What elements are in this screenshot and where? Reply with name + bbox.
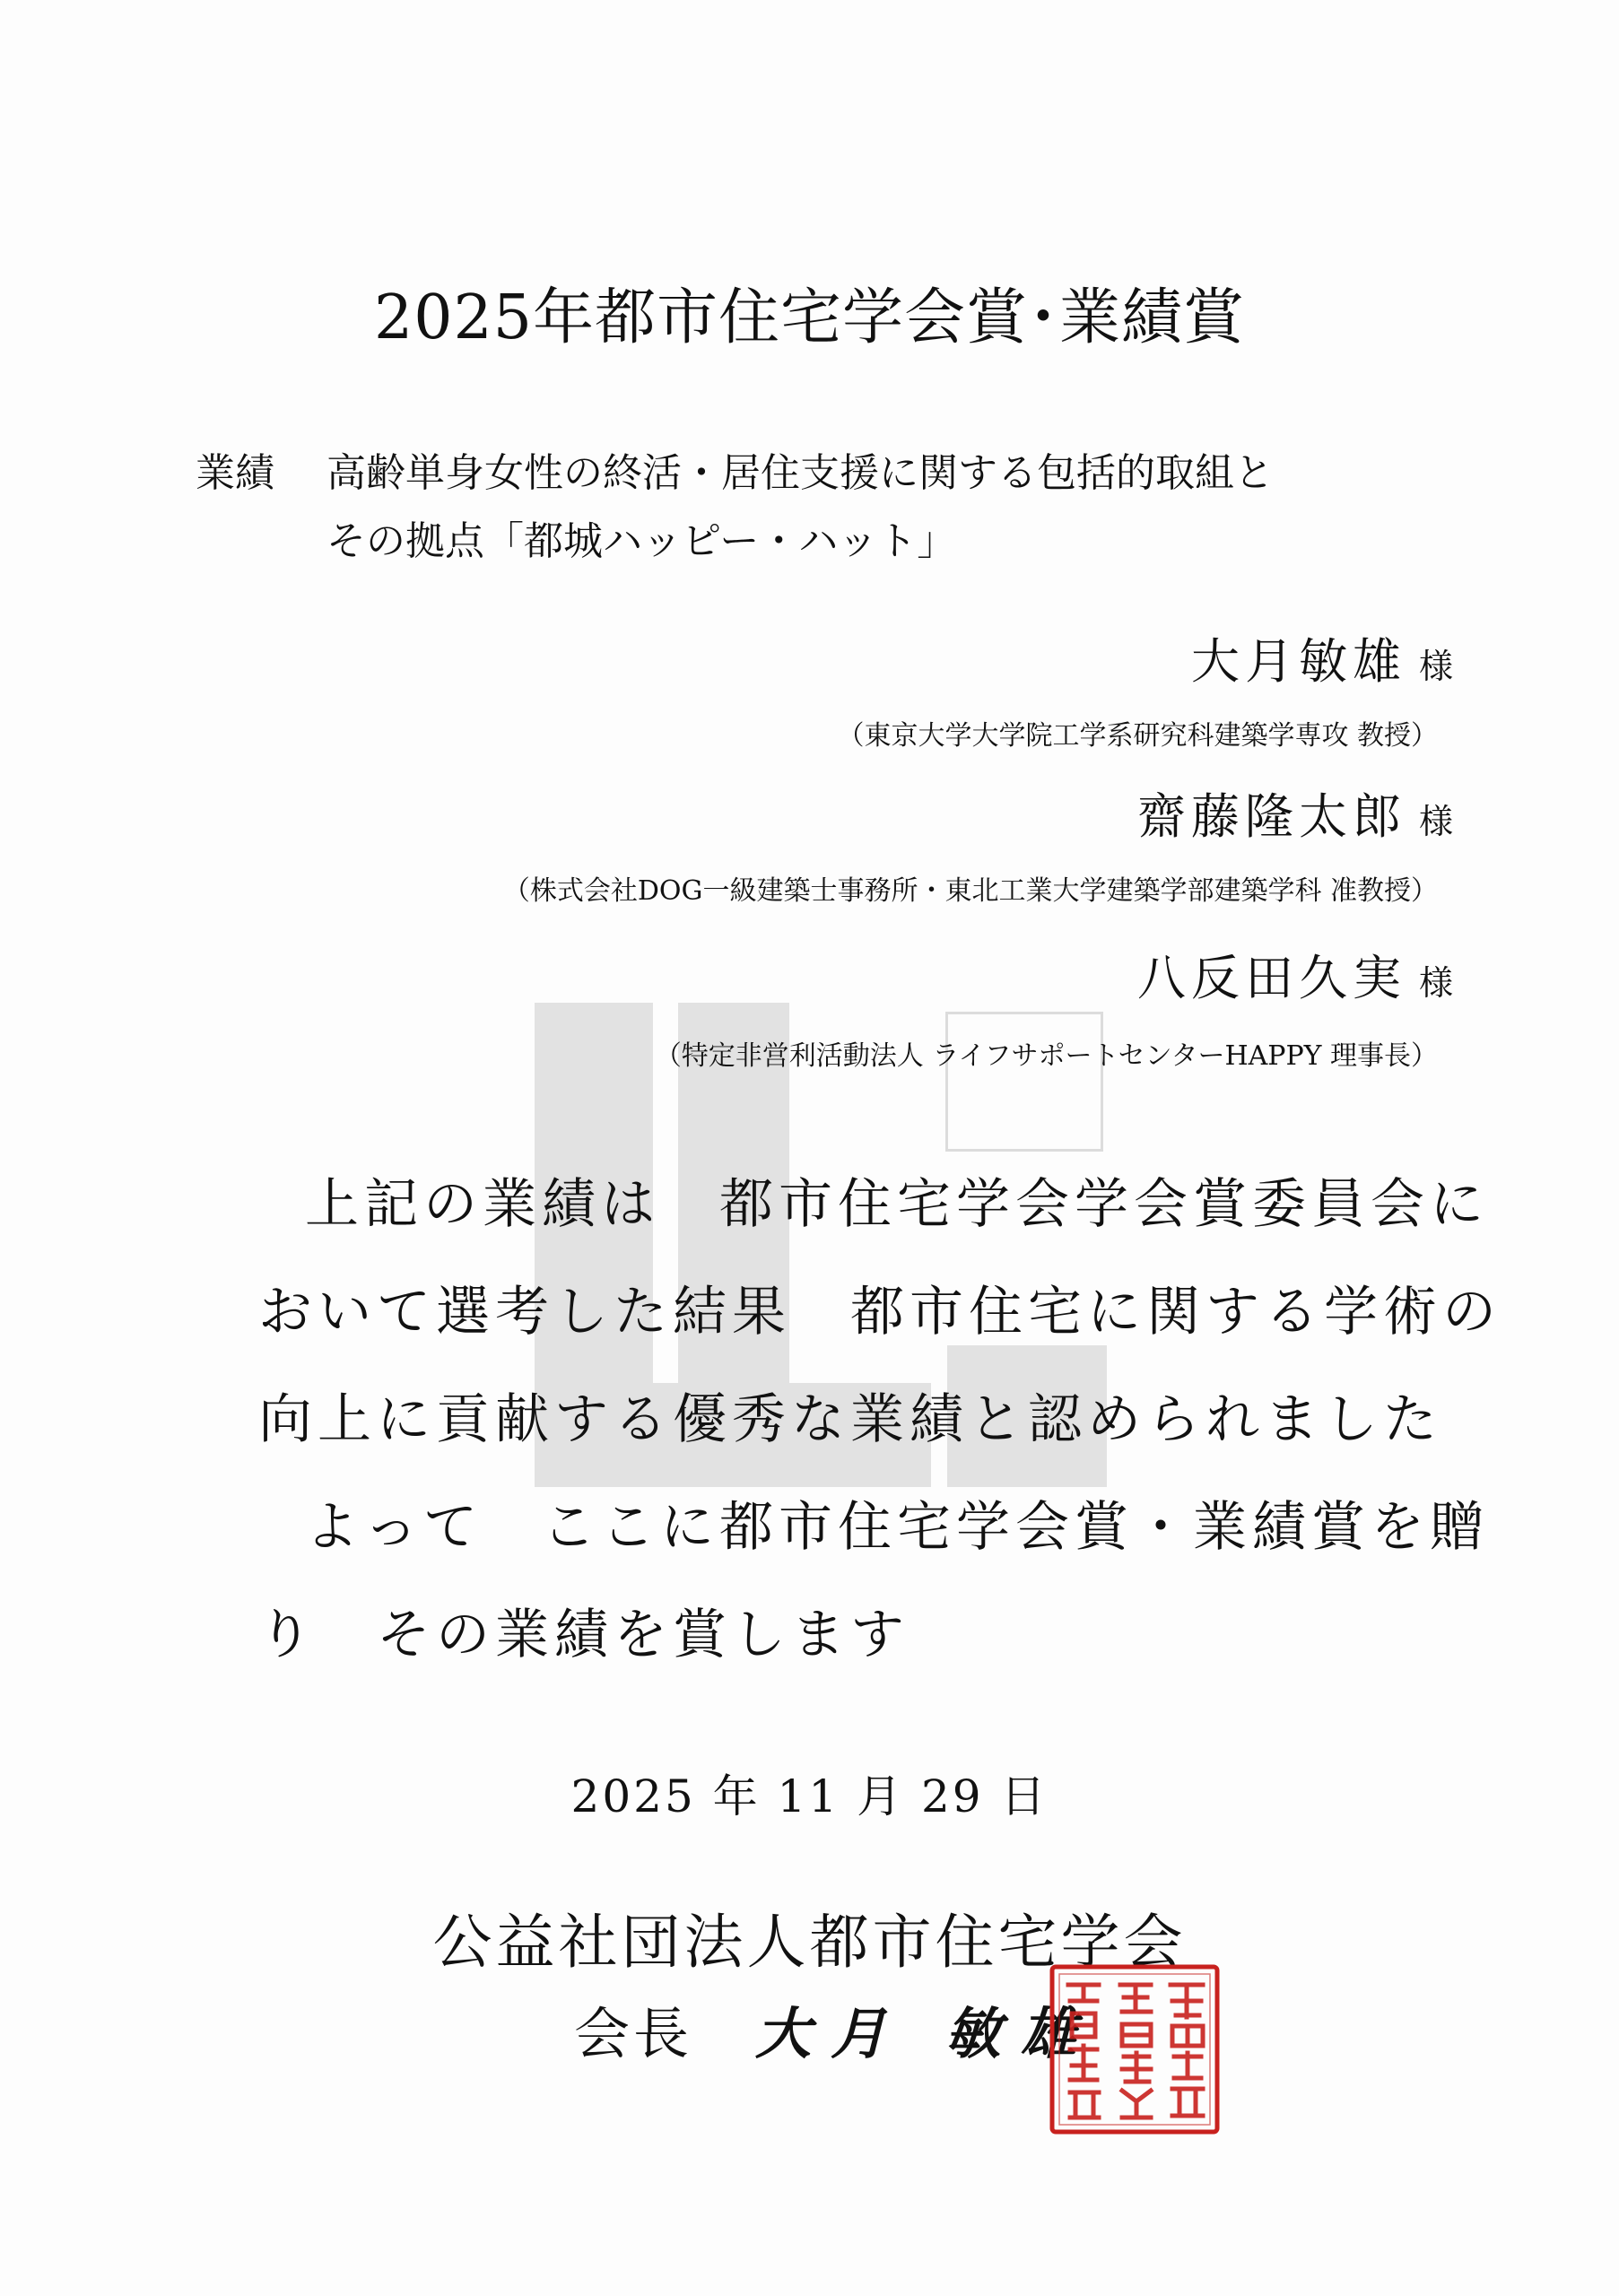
recipient-1 [1191, 623, 1453, 692]
citation-line: 上記の業績は 都市住宅学会学会賞委員会に [305, 1173, 1489, 1236]
citation-line: よって ここに都市住宅学会賞・業績賞を贈 [305, 1496, 1489, 1559]
recipient-affiliation: （株式会社DOG一級建築士事務所・東北工業大学建築学部建築学科 准教授） [502, 875, 1438, 907]
recipient-name: 齋藤隆太郎 [1136, 788, 1406, 845]
recipient-affiliation: （特定非営利活動法人 ライフサポートセンターHAPPY 理事長） [654, 1040, 1438, 1072]
citation-line: おいて選考した結果 都市住宅に関する学術の [258, 1281, 1501, 1344]
official-seal [1045, 1960, 1224, 2139]
recipient-honorific: 様 [1418, 963, 1453, 1003]
organization-name: 公益社団法人都市住宅学会 [432, 1908, 1187, 1977]
citation-line: 向上に貢献する優秀な業績と認められました [258, 1388, 1442, 1451]
achievement-label: 業績 [196, 450, 274, 496]
recipient-name: 大月敏雄 [1190, 633, 1406, 690]
president-name: 大月 敏雄 [755, 2001, 1096, 2066]
recipient-honorific: 様 [1418, 802, 1453, 841]
recipient-3 [1137, 940, 1453, 1009]
recipient-honorific: 様 [1418, 647, 1453, 686]
achievement-text-line: その拠点「都城ハッピー・ハット」 [326, 518, 957, 564]
president-line [574, 1989, 1096, 2069]
achievement-text [326, 439, 1457, 576]
award-date: 2025 年 11 月 29 日 [570, 1770, 1049, 1822]
citation-body [258, 1151, 1501, 1689]
certificate-title: 2025年都市住宅学会賞･業績賞 [373, 283, 1246, 353]
achievement-text-line: 高齢単身女性の終活・居住支援に関する包括的取組と [326, 450, 1274, 496]
recipient-name: 八反田久実 [1136, 950, 1406, 1006]
president-title: 会長 [574, 2001, 693, 2066]
recipient-2 [1137, 778, 1453, 848]
recipient-affiliation: （東京大学大学院工学系研究科建築学専攻 教授） [837, 720, 1438, 752]
citation-line: り その業績を賞します [258, 1604, 910, 1666]
